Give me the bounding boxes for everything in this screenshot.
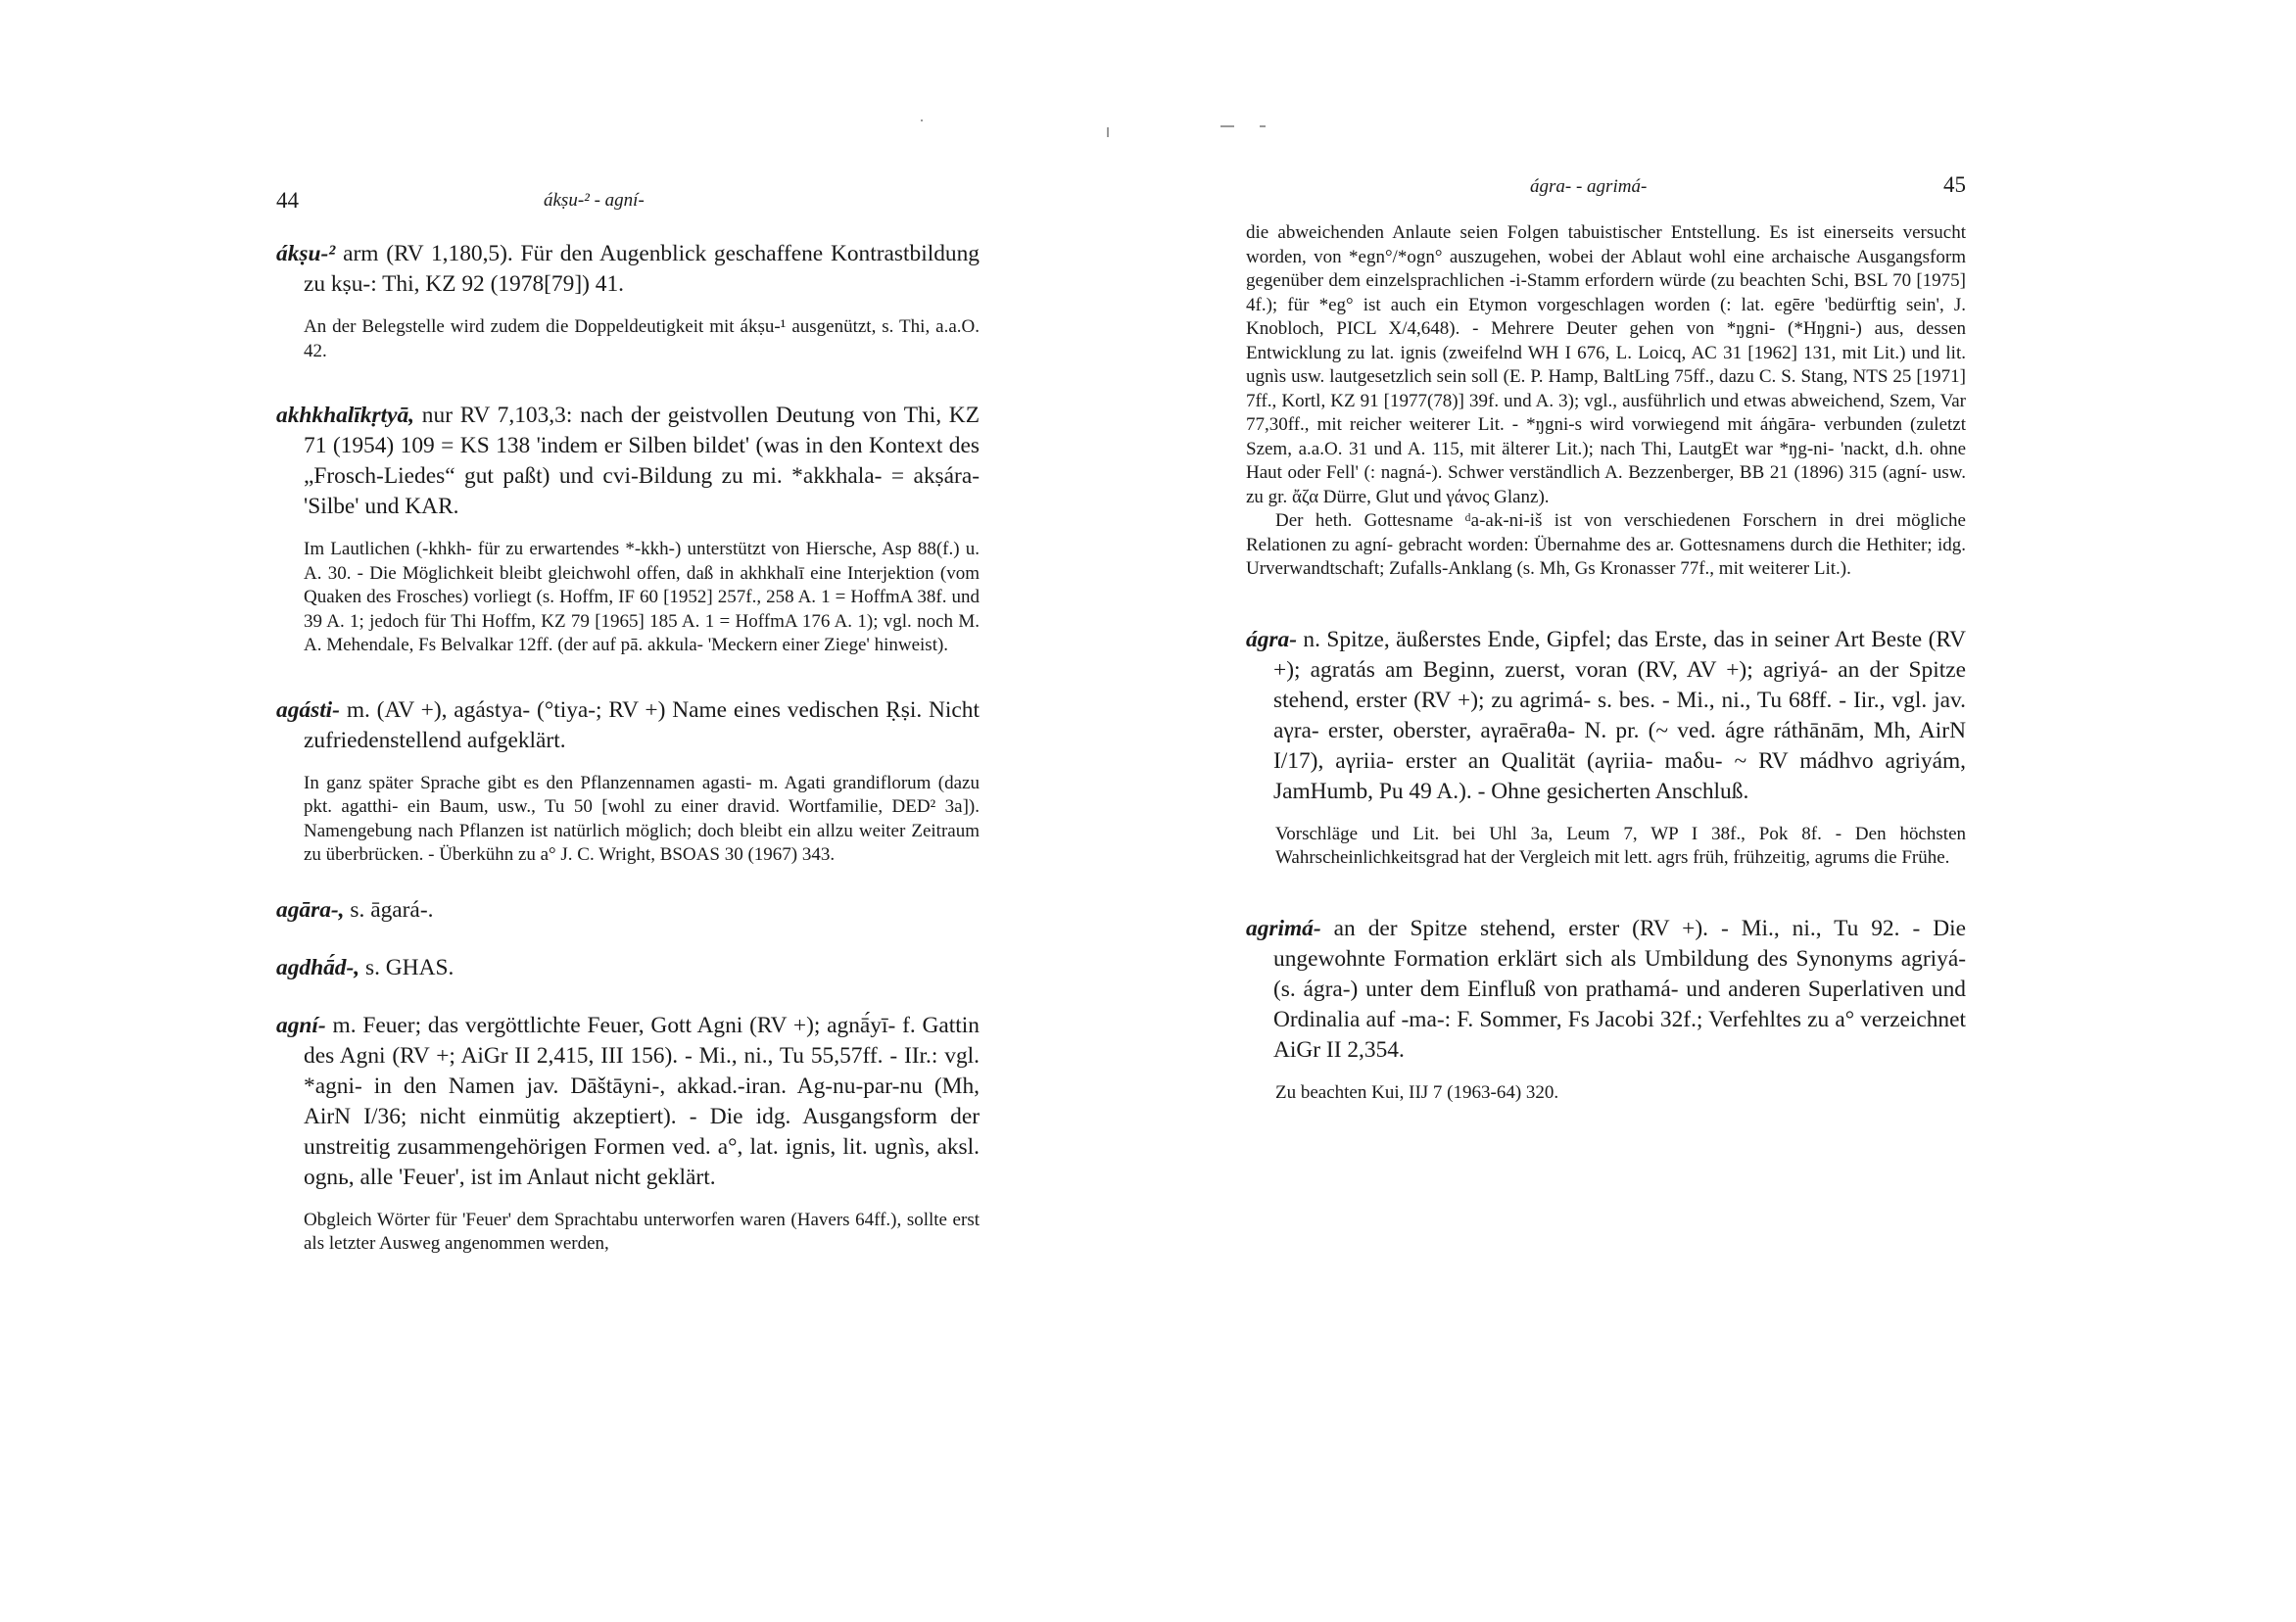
entry-note: An der Belegstelle wird zudem die Doppeldeutigkeit mit ákṣu-¹ ausgenützt, s. Thi, a.a.O. 42. <box>304 316 980 361</box>
entry-lemma: agní- <box>276 1012 326 1038</box>
dictionary-entry <box>276 953 980 983</box>
entry-text: n. Spitze, äußerstes Ende, Gipfel; das Erste, das in seiner Art Beste (RV +); agratás am Beginn, zuerst, voran (RV, AV +); agriyá- an der Spitze stehend, erster (RV +); zu agrimá- s. bes. - Mi., ni., Tu 68ff. - Iir., vgl. jav. aγra- erster, oberster, aγraēraθa- N. pr. (~ ved. ágre ráthānām, Mh, AirN I/17), aγriia- erster an Qualität (aγriia- maδu- ~ RV mádhvo agriyám, JamHumb, Pu 49 A.). - Ohne gesicherten Anschluß. <box>1273 626 1966 804</box>
entry-lemma: agdhā́d-, <box>276 954 360 980</box>
page-number: 45 <box>1943 172 1966 197</box>
scan-speck <box>1107 127 1109 137</box>
scan-speck <box>1220 125 1234 127</box>
dictionary-entry <box>1246 914 1966 1066</box>
entry-lemma: ágra- <box>1246 626 1297 652</box>
continued-note-paragraph: Der heth. Gottesname ᵈa-ak-ni-iš ist von verschiedenen Forschern in drei mögliche Relationen zu agní- gebracht worden: Übernahme des ar. Gottesnamens durch die Hethiter; idg. Urverwandtschaft; Zufalls-Anklang (s. Mh, Gs Kronasser 77f., mit weiterer Lit.). <box>1246 510 1966 579</box>
entry-text: m. Feuer; das vergöttlichte Feuer, Gott Agni (RV +); agnā́yī- f. Gattin des Agni (RV +; AiGr II 2,415, III 156). - Mi., ni., Tu 55,57ff. - IIr.: vgl. *agni- in den Namen jav. Dāštāyni-, akkad.-iran. Ag-nu-par-nu (Mh, AirN I/36; nicht einmütig akzeptiert). - Die idg. Ausgangsform der unstreitig zusammengehörigen Formen ved. a°, lat. ignis, lit. ugnìs, aksl. ognь, alle 'Feuer', ist im Anlaut nicht geklärt. <box>304 1012 980 1190</box>
dictionary-entry <box>276 401 980 522</box>
dictionary-entry <box>276 695 980 756</box>
entry-lemma: akhkhalīkṛtyā, <box>276 403 415 428</box>
entry-lemma: agásti- <box>276 696 340 723</box>
continued-note: die abweichenden Anlaute seien Folgen tabuistischer Entstellung. Es ist einerseits versucht worden, von *egn°/*ogn° auszugehen, wobei der Ablaut wohl eine archaische Ausgangsform gegenüber dem einzelsprachlichen -i-Stamm erfordern würde (zu beachten Schi, BSL 70 [1975] 4f.); für *eg° ist auch ein Etymon vorgeschlagen worden (: lat. egēre 'bedürftig sein', J. Knobloch, PICL X/4,648). - Mehrere Deuter gehen von *ŋgni- (*Hŋgni-) aus, dessen Entwicklung zu lat. ignis (zweifelnd WH I 676, L. Loicq, AC 31 [1962] 131, mit Lit.) und lit. ugnìs usw. lautgesetzlich sein soll (E. P. Hamp, BaltLing 75ff., dazu C. S. Stang, NTS 25 [1971] 7ff., Kortl, KZ 91 [1977(78)] 39f. und A. 3); vgl., ausführlich und etwas abweichend, Szem, Var 77,30ff., mit reicher weiterer Lit. - *ŋgni-s wird vorwiegend mit áṅgāra- verbunden (zuletzt Szem, a.a.O. 31 und A. 115, mit älterer Lit.); nach Thi, LautgEt war *ŋg-ni- 'nackt, d.h. ohne Haut oder Fell' (: nagná-). Schwer verständlich A. Bezzenberger, BB 21 (1896) 315 (agní- usw. zu gr. ἄζα Dürre, Glut und γάνος Glanz). <box>1246 222 1966 507</box>
entry-note: Zu beachten Kui, IIJ 7 (1963-64) 320. <box>1275 1081 1559 1103</box>
entry-note: In ganz später Sprache gibt es den Pflanzennamen agasti- m. Agati grandiflorum (dazu pkt. agatthi- ein Baum, usw., Tu 50 [wohl zu einer dravid. Wortfamilie, DED² 3a]). Namengebung nach Pflanzen ist natürlich möglich; doch bleibt ein allzu weiter Zeitraum zu überbrücken. - Überkühn zu a° J. C. Wright, BSOAS 30 (1967) 343. <box>304 772 980 865</box>
entry-lemma: agāra-, <box>276 896 345 923</box>
entry-note: Obgleich Wörter für 'Feuer' dem Sprachtabu unterworfen waren (Havers 64ff.), sollte erst als letzter Ausweg angenommen werden, <box>304 1209 980 1254</box>
left-page-header <box>276 172 980 213</box>
scan-speck <box>1260 125 1266 127</box>
entry-text: arm (RV 1,180,5). Für den Augenblick geschaffene Kontrastbildung zu kṣu-: Thi, KZ 92 (1978[79]) 41. <box>304 241 980 297</box>
entry-text: s. āgará-. <box>350 896 434 923</box>
page-number: 44 <box>276 188 299 213</box>
entry-lemma: ákṣu-² <box>276 241 336 266</box>
dictionary-entry <box>276 895 980 926</box>
scan-speck <box>921 119 923 121</box>
dictionary-entry <box>1246 625 1966 807</box>
entry-text: nur RV 7,103,3: nach der geistvollen Deutung von Thi, KZ 71 (1954) 109 = KS 138 'indem er Silben bildet' (was in den Kontext des „Frosch-Liedes“ gut paßt) und cvi-Bildung zu mi. *akkhala- = akṣára- 'Silbe' und KAR. <box>304 403 980 519</box>
entry-text: an der Spitze stehend, erster (RV +). - Mi., ni., Tu 92. - Die ungewohnte Formation erklärt sich als Umbildung des Synonyms agriyá- (s. ágra-) unter dem Einfluß von prathamá- und anderen Superlativen und Ordinalia auf -ma-: F. Sommer, Fs Jacobi 32f.; Verfehltes zu a° verzeichnet AiGr II 2,354. <box>1273 915 1966 1063</box>
dictionary-entry <box>276 239 980 300</box>
left-page-body <box>276 239 980 1257</box>
entry-note: Vorschläge und Lit. bei Uhl 3a, Leum 7, WP I 38f., Pok 8f. - Den höchsten Wahrscheinlichkeitsgrad hat der Vergleich mit lett. agrs früh, frühzeitig, agrums die Frühe. <box>1275 823 1966 868</box>
entry-note: Im Lautlichen (-khkh- für zu erwartendes *-kkh-) unterstützt von Hiersche, Asp 88(f.) u. A. 30. - Die Möglichkeit bleibt gleichwohl offen, daß in akhkhalī eine Interjektion (vom Quaken des Frosches) vorliegt (s. Hoffm, IF 60 [1952] 257f., 258 A. 1 = HoffmA 38f. und 39 A. 1; jedoch für Thi Hoffm, KZ 79 [1965] 185 A. 1 = HoffmA 176 A. 1); vgl. noch M. A. Mehendale, Fs Belvalkar 12ff. (der auf pā. akkula- 'Meckern einer Ziege' hinweist). <box>304 539 980 655</box>
entry-lemma: agrimá- <box>1246 915 1321 941</box>
right-page-body <box>1246 221 1966 1105</box>
entry-text: m. (AV +), agástya- (°tiya-; RV +) Name eines vedischen Ṛṣi. Nicht zufriedenstellend aufgeklärt. <box>304 696 980 753</box>
running-head: ákṣu-² - agní- <box>544 190 645 211</box>
entry-text: s. GHAS. <box>364 954 454 980</box>
dictionary-entry <box>276 1011 980 1193</box>
right-page-header <box>1246 172 1966 202</box>
running-head: ágra- - agrimá- <box>1530 176 1648 197</box>
